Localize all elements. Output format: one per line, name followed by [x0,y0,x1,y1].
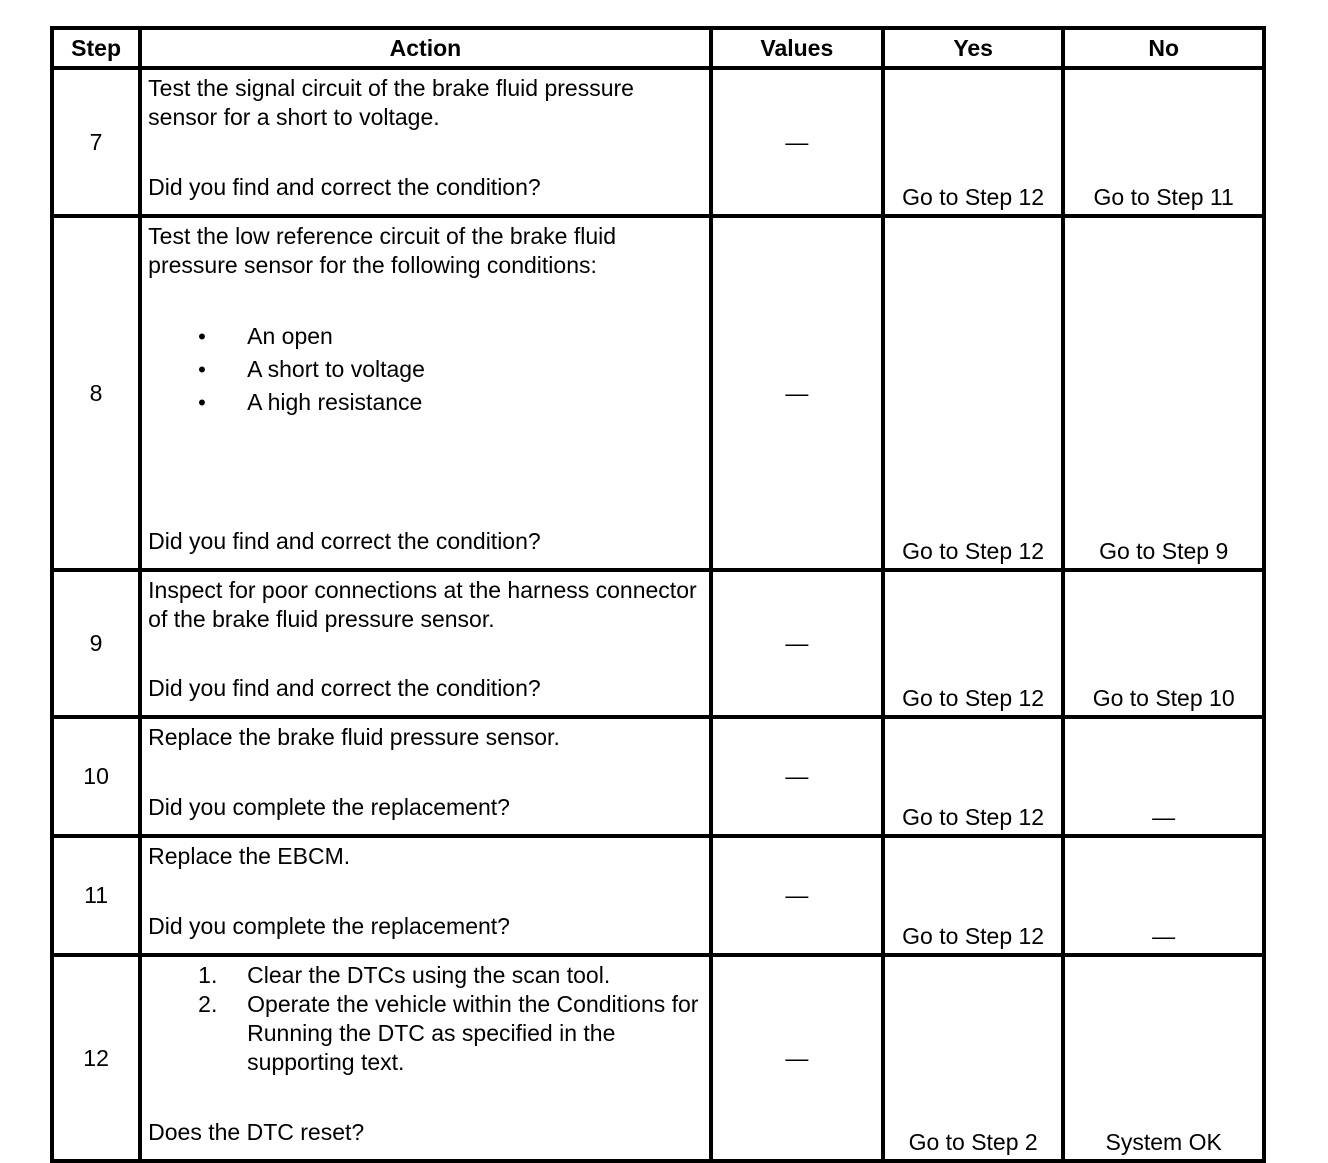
action-cell [140,570,711,717]
question-text: Did you complete the replacement? [148,794,510,820]
list-item: • A short to voltage [148,353,707,386]
step-number: 8 [52,216,140,570]
item-number: 2. [198,991,218,1017]
step-number: 11 [52,836,140,955]
question-text: Does the DTC reset? [148,1119,365,1145]
item-text: Clear the DTCs using the scan tool. [247,962,611,988]
step-number: 9 [52,570,140,717]
values-cell: — [711,717,883,836]
table-row [52,68,1264,216]
no-cell: — [1063,717,1264,836]
table-row [52,216,1264,570]
values-cell: — [711,68,883,216]
table-row [52,570,1264,717]
table-row [52,717,1264,836]
list-item: • A high resistance [148,386,707,419]
condition-list [148,320,707,419]
no-cell: Go to Step 11 [1063,68,1264,216]
table-row [52,955,1264,1161]
step-number: 7 [52,68,140,216]
yes-cell: Go to Step 12 [883,216,1063,570]
question-text: Did you find and correct the condition? [148,675,541,701]
action-cell [140,836,711,955]
list-item [148,961,707,990]
header-yes: Yes [883,28,1063,68]
values-cell: — [711,955,883,1161]
no-cell: System OK [1063,955,1264,1161]
step-number: 12 [52,955,140,1161]
question-text: Did you find and correct the condition? [148,174,541,200]
action-text: Replace the brake fluid pressure sensor. [148,724,560,750]
procedure-list [148,961,707,1077]
list-item [148,990,707,1077]
values-cell: — [711,570,883,717]
action-cell [140,216,711,570]
question-text: Did you complete the replacement? [148,913,510,939]
header-action: Action [140,28,711,68]
header-values: Values [711,28,883,68]
question-text: Did you find and correct the condition? [148,528,541,554]
no-cell: — [1063,836,1264,955]
values-cell: — [711,216,883,570]
step-number: 10 [52,717,140,836]
header-step: Step [52,28,140,68]
diagnostic-table [50,26,1266,1163]
header-row [52,28,1264,68]
table-row [52,836,1264,955]
header-no: No [1063,28,1264,68]
action-text: Replace the EBCM. [148,843,351,869]
no-cell: Go to Step 10 [1063,570,1264,717]
item-number: 1. [198,962,218,988]
yes-cell: Go to Step 12 [883,836,1063,955]
yes-cell: Go to Step 12 [883,68,1063,216]
action-text: Inspect for poor connections at the harness connector of the brake fluid pressure sensor. [148,577,697,632]
action-text: Test the low reference circuit of the brake fluid pressure sensor for the following conditions: [148,223,617,278]
action-text: Test the signal circuit of the brake fluid pressure sensor for a short to voltage. [148,75,634,130]
list-item: • An open [148,320,707,353]
yes-cell: Go to Step 12 [883,717,1063,836]
yes-cell: Go to Step 12 [883,570,1063,717]
action-cell [140,717,711,836]
item-text: Operate the vehicle within the Conditions for Running the DTC as specified in the supporting text. [247,991,699,1075]
action-cell [140,955,711,1161]
action-cell [140,68,711,216]
no-cell: Go to Step 9 [1063,216,1264,570]
yes-cell: Go to Step 2 [883,955,1063,1161]
values-cell: — [711,836,883,955]
